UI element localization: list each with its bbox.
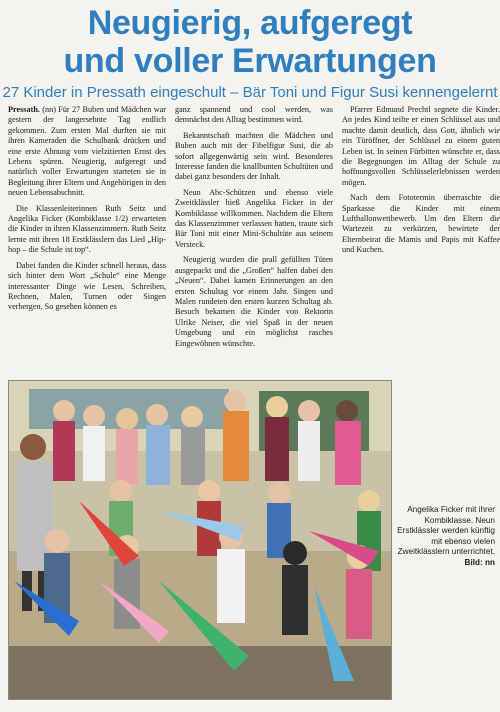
paragraph-9: Nach dem Fototermin überraschte die Sparkasse die Kinder mit einem Luftballonwettbewerb. Um den Eltern die Wartezeit zu verkürzen, bewirtete der Elternbeirat die Mamis und Papis mit Kaffee und Kuchen.: [342, 193, 500, 255]
paragraph-2: Die Klassenleiterinnen Ruth Seitz und Angelika Ficker (Kombiklasse 1/2) erwarteten die Kinder in ihren Klassenzimmern. Ruth Seitz lernte mit ihren 18 Erstklässlern das Lied „Hip-hop – die Schule ist top“.: [8, 203, 166, 255]
dateline: Pressath.: [8, 105, 40, 114]
photo-caption: [397, 505, 495, 568]
column-2: [175, 105, 333, 354]
paragraph-4: ganz spannend und cool werden, was demnächst den Alltag bestimmen wird.: [175, 105, 333, 125]
caption-text: Angelika Ficker mit ihrer Kombiklasse. Neun Erstklässler werden künftig mit ebenso vielen Zweitklässlern unterrichtet.: [397, 505, 495, 556]
headline-line1: Neugierig, aufgeregt: [87, 4, 413, 42]
paragraph-7: Neugierig wurden die prall gefüllten Tüten ausgepackt und die „Großen“ halfen dabei den „Neuen“. Dabei kamen Erinnerungen an den ersten Schultag vor einem Jahr. Singen und Malen rundeten den ersten kurzen Schultag ab. Besuch bekamen die Kinder von Rektorin Ulrike Neiser, die viel Spaß in der neuen Umgebung und ein möglichst rasches Eingewöhnen wünschte.: [175, 255, 333, 348]
photo-credit: Bild: nn: [464, 557, 495, 567]
paragraph-1-text: (nn) Für 27 Buben und Mädchen war gestern der langersehnte Tag endlich gekommen. Zum ersten Mal durften sie mit ihren Kameraden die Schulbank drücken und eine erste Ahnung vom vielzitierten Ernst des Lebens spüren. Neugierig, aufgeregt und natürlich voller Erwartungen starteten sie in Begleitung ihrer Eltern und Angehörigen in den neuen Lebensabschnitt.: [8, 105, 166, 198]
paragraph-3: Dabei fanden die Kinder schnell heraus, dass sich hinter dem Wort „Schule“ eine Menge interessanter Dinge wie Lesen, Schreiben, Rechnen, Malen, Turnen oder Singen verbergen. So gesehen können es: [8, 260, 166, 312]
subheadline: 27 Kinder in Pressath eingeschult – Bär Toni und Figur Susi kennengelernt: [2, 84, 498, 101]
headline-line2: und voller Erwartungen: [63, 42, 437, 80]
column-3: [342, 105, 500, 261]
paragraph-6: Neun Abc-Schützen und ebenso viele Zweitklässler hieß Angelika Ficker in der Kombiklasse willkommen. Nachdem die Eltern das Klassenzimmer verlassen hatten, traute sich Bär Toni mit einer Mini-Schultüte aus seinem Versteck.: [175, 187, 333, 249]
class-photo: [8, 380, 392, 700]
paragraph-8: Pfarrer Edmund Prechtl segnete die Kinder. An jedes Kind teilte er einen Schlüssel aus und machte damit deutlich, dass Gott, ähnlich wie ein Türöffner, der Schlüssel zu einem guten Leben ist. In seinen Fürbitten wünschte er, dass die Begegnungen im Alltag der Schule zu hoffnungsvollen Schlüsselerlebnissen werden mögen.: [342, 105, 500, 187]
paragraph-1: [8, 105, 166, 199]
column-1: [8, 105, 166, 318]
class-photo-illustration: [9, 381, 391, 699]
paragraph-5: Bekanntschaft machten die Mädchen und Buben auch mit der Fibelfigur Susi, die ab sofort allgegenwärtig sein wird. Besonderes Interesse fanden die knallbunten Schultüten und dabei ganz besonders der Inhalt.: [175, 130, 333, 182]
